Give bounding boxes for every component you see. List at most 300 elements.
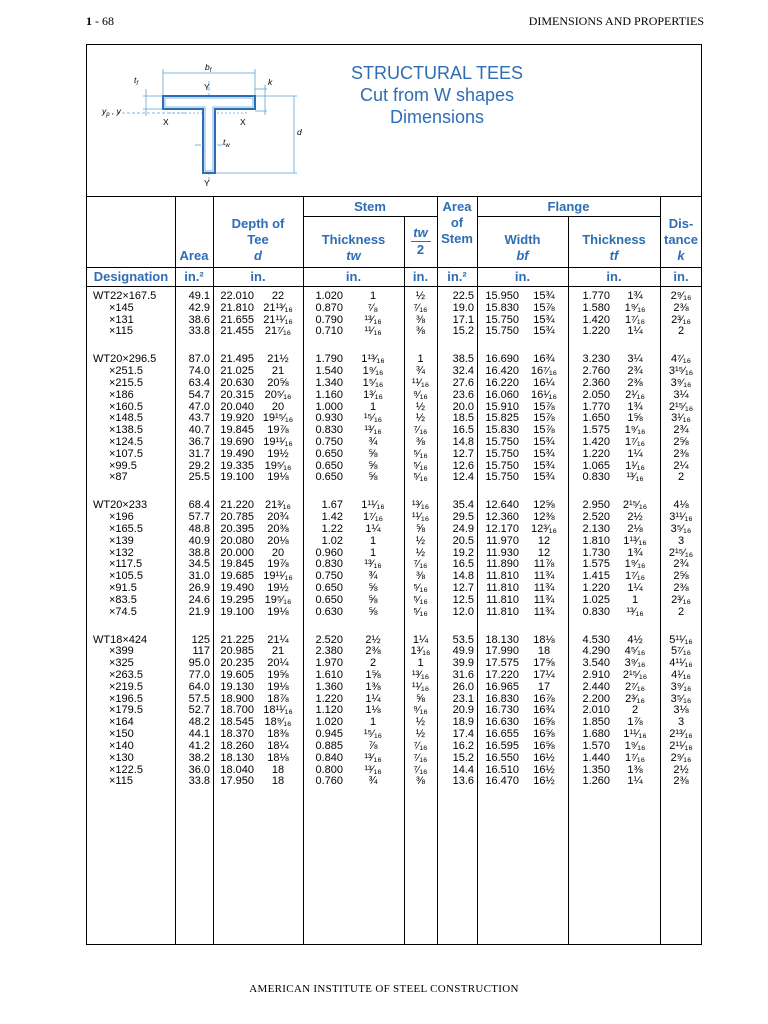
cell-tf-frac: 2 xyxy=(631,704,639,717)
cell-tw-frac: ⅝ xyxy=(368,459,378,472)
cell-d: 19.490 xyxy=(220,582,254,595)
cell-bf: 15.750 xyxy=(485,447,519,460)
table-row xyxy=(87,741,701,753)
cell-d-frac: 19¹¹⁄₁₆ xyxy=(263,570,293,583)
cell-des: WT18×424 xyxy=(93,633,148,646)
cell-k: 4¹¹⁄₁₆ xyxy=(669,657,693,670)
cell-tw: 0.710 xyxy=(315,325,343,338)
cell-tw-frac: ⅝ xyxy=(368,471,378,484)
cell-k: 4⁷⁄₁₆ xyxy=(670,353,692,366)
cell-astem: 22.5 xyxy=(452,290,474,302)
cell-bf: 15.950 xyxy=(485,290,519,302)
cell-bf-frac: 12³⁄₁₆ xyxy=(531,522,557,535)
cell-tf: 1.420 xyxy=(582,313,610,326)
cell-k: 2⁹⁄₁₆ xyxy=(670,751,692,764)
cell-tf-frac: 4½ xyxy=(627,633,643,646)
cell-bf: 12.360 xyxy=(485,511,519,524)
cell-tf: 1.580 xyxy=(582,301,610,314)
cell-tw-frac: 1¼ xyxy=(365,522,381,535)
cell-tf: 1.220 xyxy=(582,447,610,460)
cell-tf-frac: 1⁷⁄₁₆ xyxy=(624,313,646,326)
cell-des: ×145 xyxy=(109,301,134,314)
cell-astem: 20.0 xyxy=(452,400,474,413)
cell-des: ×160.5 xyxy=(109,400,143,413)
cell-tf: 2.910 xyxy=(582,668,610,681)
cell-bf-frac: 15⅞ xyxy=(533,412,555,425)
cell-half: ⁵⁄₁₆ xyxy=(413,447,428,460)
cell-bf-frac: 11¾ xyxy=(533,605,555,618)
cell-tw: 0.945 xyxy=(315,728,343,741)
cell-d: 20.630 xyxy=(220,376,254,389)
cell-tw-frac: 1⅝ xyxy=(365,668,381,681)
cell-tw-frac: 1³⁄₁₆ xyxy=(363,388,383,401)
cell-des: ×399 xyxy=(109,645,134,658)
cell-k: 3 xyxy=(677,534,685,547)
cell-astem: 16.5 xyxy=(452,558,474,571)
cell-area: 64.0 xyxy=(188,680,210,693)
cell-tw-frac: ⅝ xyxy=(368,582,378,595)
cell-d-frac: 18⅛ xyxy=(267,751,289,764)
col-designation: Designation xyxy=(93,269,169,284)
cell-k: 3⁵⁄₁₆ xyxy=(670,522,692,535)
cell-des: ×131 xyxy=(109,313,134,326)
cell-d-frac: 20¼ xyxy=(267,657,289,670)
cell-bf: 16.220 xyxy=(485,376,519,389)
cell-half: ⁵⁄₁₆ xyxy=(413,593,428,606)
page-number-bold: 1 xyxy=(86,14,92,28)
col-depth xyxy=(213,216,303,264)
cell-d: 19.605 xyxy=(220,668,254,681)
col-tw-half xyxy=(404,225,437,258)
cell-d-frac: 18¼ xyxy=(267,739,289,752)
cell-bf-frac: 16⅝ xyxy=(533,716,555,729)
cell-k: 2⅜ xyxy=(673,301,689,314)
cell-bf: 11.970 xyxy=(486,534,519,547)
cell-area: 95.0 xyxy=(188,657,210,670)
cell-bf-frac: 15¾ xyxy=(533,471,555,484)
cell-tw: 0.750 xyxy=(315,570,343,583)
cell-bf-frac: 16¾ xyxy=(533,353,555,366)
cell-tf: 4.530 xyxy=(582,633,610,646)
cell-astem: 19.2 xyxy=(452,546,474,559)
cell-d-frac: 19⁵⁄₁₆ xyxy=(264,593,292,606)
cell-bf: 16.060 xyxy=(485,388,519,401)
cell-astem: 14.8 xyxy=(452,570,474,583)
cell-tw: 0.650 xyxy=(315,593,343,606)
cell-bf: 17.575 xyxy=(485,657,519,670)
cell-bf: 16.655 xyxy=(485,728,519,741)
cell-bf-frac: 16⅞ xyxy=(533,692,555,705)
unit-area-stem: in.² xyxy=(447,269,467,284)
cell-tf: 1.420 xyxy=(582,436,610,449)
cell-area: 40.9 xyxy=(188,534,210,547)
cell-tw: 2.380 xyxy=(315,645,343,658)
cell-des: ×263.5 xyxy=(109,668,143,681)
cell-bf: 15.830 xyxy=(485,424,519,437)
stem-group-rule xyxy=(303,216,437,217)
cell-tf-frac: 1⅞ xyxy=(627,716,643,729)
cell-area: 40.7 xyxy=(188,424,210,437)
cell-area: 38.6 xyxy=(188,313,210,326)
cell-d-frac: 21¼ xyxy=(267,633,289,646)
cell-area: 33.8 xyxy=(188,775,210,788)
cell-bf-frac: 15¾ xyxy=(533,459,555,472)
cell-k: 2 xyxy=(677,325,685,338)
cell-d-frac: 19¹⁵⁄₁₆ xyxy=(262,412,294,425)
table-row xyxy=(87,776,701,788)
cell-tf-frac: 1⁷⁄₁₆ xyxy=(624,751,646,764)
cell-bf: 16.965 xyxy=(485,680,519,693)
cell-d: 17.950 xyxy=(220,775,254,788)
cell-bf: 15.825 xyxy=(485,412,519,425)
cell-half: ¹¹⁄₁₆ xyxy=(411,680,430,693)
cell-tw: 0.800 xyxy=(315,763,343,776)
cell-des: ×130 xyxy=(109,751,134,764)
cell-tw-frac: ¹¹⁄₁₆ xyxy=(364,325,382,338)
cell-bf-frac: 16½ xyxy=(533,751,555,764)
cell-d-frac: 22 xyxy=(271,290,285,302)
cell-bf-frac: 11¾ xyxy=(533,593,555,606)
cell-tf: 2.360 xyxy=(582,376,610,389)
cell-tf: 2.950 xyxy=(582,499,610,512)
cell-d-frac: 21¹³⁄₁₆ xyxy=(263,301,293,314)
cell-tw-frac: ⅝ xyxy=(368,447,378,460)
cell-k: 4⅛ xyxy=(673,499,689,512)
cell-bf-frac: 15¾ xyxy=(533,436,555,449)
cell-k: 2⅜ xyxy=(673,582,689,595)
cell-tw: 0.650 xyxy=(315,471,343,484)
cell-k: 2⅝ xyxy=(673,436,689,449)
cell-d-frac: 19½ xyxy=(267,447,289,460)
k-label: k xyxy=(268,77,273,87)
cell-tw: 1.610 xyxy=(315,668,343,681)
cell-d: 19.685 xyxy=(220,570,254,583)
cell-astem: 20.9 xyxy=(452,704,474,717)
cell-area: 33.8 xyxy=(188,325,210,338)
cell-d-frac: 19⅞ xyxy=(267,558,289,571)
cell-astem: 12.7 xyxy=(452,447,474,460)
cell-half: ⁹⁄₁₆ xyxy=(413,388,428,401)
cell-tf: 2.010 xyxy=(582,704,610,717)
cell-astem: 13.6 xyxy=(452,775,474,788)
cell-astem: 14.8 xyxy=(452,436,474,449)
cell-d-frac: 20 xyxy=(271,400,285,413)
col-stem-thickness-label: Thickness xyxy=(321,232,386,247)
cell-d-frac: 19⅛ xyxy=(267,605,289,618)
cell-d-frac: 21 xyxy=(271,645,285,658)
cell-d-frac: 19⅞ xyxy=(267,424,289,437)
cell-bf-frac: 12⅜ xyxy=(533,511,555,524)
cell-d: 20.315 xyxy=(220,388,254,401)
cell-bf-frac: 15¾ xyxy=(533,447,555,460)
unit-stem: in. xyxy=(345,269,362,284)
cell-tf: 0.830 xyxy=(582,605,610,618)
cell-bf-frac: 17⅝ xyxy=(533,657,555,670)
cell-bf: 15.750 xyxy=(485,459,519,472)
table-row xyxy=(87,607,701,619)
cell-area: 48.8 xyxy=(188,522,210,535)
cell-des: ×105.5 xyxy=(109,570,143,583)
title-line-1: STRUCTURAL TEES xyxy=(350,63,524,83)
cell-bf: 15.830 xyxy=(485,301,519,314)
cell-tf: 1.025 xyxy=(582,593,610,606)
cell-tw: 0.840 xyxy=(315,751,343,764)
cell-half: ¾ xyxy=(415,365,426,378)
table-row xyxy=(87,472,701,484)
cell-tf-frac: 1⅝ xyxy=(627,412,643,425)
y-top-label: Y xyxy=(204,82,210,92)
table-row xyxy=(87,303,701,315)
cell-bf-frac: 15¾ xyxy=(533,325,555,338)
cell-tw-frac: ⅝ xyxy=(368,605,378,618)
cell-tw: 1.540 xyxy=(315,365,343,378)
cell-astem: 23.1 xyxy=(452,692,474,705)
cell-tw-frac: ¹³⁄₁₆ xyxy=(364,313,382,326)
cell-half: ½ xyxy=(415,534,426,547)
cell-area: 31.0 xyxy=(188,570,210,583)
data-rows xyxy=(87,291,701,941)
cell-area: 29.2 xyxy=(188,459,210,472)
cell-bf: 17.220 xyxy=(485,668,519,681)
cell-bf: 15.750 xyxy=(485,325,519,338)
cell-bf-frac: 12⅝ xyxy=(533,499,555,512)
cell-area: 34.5 xyxy=(188,558,210,571)
cell-tw-frac: ¹⁵⁄₁₆ xyxy=(363,412,383,425)
cell-area: 43.7 xyxy=(188,412,210,425)
cell-tw-frac: ¹³⁄₁₆ xyxy=(364,558,382,571)
cell-bf: 15.750 xyxy=(485,436,519,449)
col-area-stem xyxy=(437,199,477,247)
cell-half: ¹¹⁄₁₆ xyxy=(411,511,430,524)
cell-area: 63.4 xyxy=(188,376,210,389)
cell-astem: 12.6 xyxy=(452,459,474,472)
cell-tw-frac: 1¼ xyxy=(365,692,381,705)
cell-d: 19.130 xyxy=(220,680,254,693)
header-top-rule xyxy=(87,196,701,197)
cell-des: ×179.5 xyxy=(109,704,143,717)
cell-tf-frac: 1⁹⁄₁₆ xyxy=(624,558,646,571)
cell-d: 20.080 xyxy=(220,534,254,547)
cell-bf: 12.170 xyxy=(485,522,519,535)
cell-tf-frac: 2⅛ xyxy=(627,522,643,535)
cell-des: ×124.5 xyxy=(109,436,143,449)
cell-des: ×325 xyxy=(109,657,134,670)
cell-k: 3⅛ xyxy=(673,704,689,717)
title-line-2: Cut from W shapes xyxy=(359,85,515,105)
cell-tw: 0.830 xyxy=(315,424,343,437)
cell-d: 21.455 xyxy=(220,325,254,338)
cell-d: 19.490 xyxy=(220,447,254,460)
cell-half: ⁵⁄₁₆ xyxy=(413,459,428,472)
cell-tf: 2.440 xyxy=(582,680,610,693)
cell-area: 31.7 xyxy=(188,447,210,460)
table-row xyxy=(87,326,701,338)
cell-tw: 1.160 xyxy=(315,388,343,401)
table-row xyxy=(87,449,701,461)
cell-bf-frac: 15⅞ xyxy=(533,400,555,413)
cell-bf-frac: 11¾ xyxy=(533,582,555,595)
cell-bf: 12.640 xyxy=(485,499,519,512)
cell-tw: 1.020 xyxy=(315,716,343,729)
cell-d: 19.100 xyxy=(220,471,254,484)
cell-astem: 24.9 xyxy=(452,522,474,535)
cell-tf-frac: 1¼ xyxy=(627,447,643,460)
cell-half: ⅜ xyxy=(415,325,426,338)
cell-area: 68.4 xyxy=(188,499,210,512)
cell-tw: 1.22 xyxy=(321,522,343,535)
cell-d-frac: 20¾ xyxy=(267,511,289,524)
cell-tw-frac: ¹³⁄₁₆ xyxy=(364,751,382,764)
cell-k: 2 xyxy=(677,605,685,618)
cell-tw: 2.520 xyxy=(315,633,343,646)
cell-tw-frac: ⅝ xyxy=(368,593,378,606)
col-depth-label: Depth of Tee xyxy=(231,216,285,247)
cell-des: ×139 xyxy=(109,534,134,547)
cell-bf: 15.750 xyxy=(485,313,519,326)
cell-tw-frac: 1⅛ xyxy=(365,704,381,717)
cell-d: 18.700 xyxy=(220,704,254,717)
cell-tf: 1.220 xyxy=(582,325,610,338)
cell-bf-frac: 15¾ xyxy=(533,313,555,326)
cell-tf: 1.220 xyxy=(582,582,610,595)
cell-d: 20.235 xyxy=(220,657,254,670)
cell-half: ⁷⁄₁₆ xyxy=(413,558,428,571)
cell-half: ⅜ xyxy=(415,775,426,788)
cell-half: ⅝ xyxy=(415,522,426,535)
page-number xyxy=(86,14,114,29)
cell-tf: 1.260 xyxy=(582,775,610,788)
cell-astem: 17.1 xyxy=(452,313,474,326)
cell-area: 26.9 xyxy=(188,582,210,595)
cell-half: ½ xyxy=(415,400,426,413)
cell-tw-frac: ¹³⁄₁₆ xyxy=(364,763,382,776)
cell-astem: 23.6 xyxy=(452,388,474,401)
cell-k: 2⁹⁄₁₆ xyxy=(670,290,692,302)
cell-astem: 26.0 xyxy=(452,680,474,693)
cell-d: 19.845 xyxy=(220,558,254,571)
table-row xyxy=(87,682,701,694)
cell-tf-frac: 1¹³⁄₁₆ xyxy=(623,534,647,547)
cell-tf-frac: 1¼ xyxy=(627,325,643,338)
cell-des: WT20×233 xyxy=(93,499,148,512)
cell-tf-frac: 1¼ xyxy=(627,582,643,595)
cell-tf-frac: 2¹⁵⁄₁₆ xyxy=(622,499,648,512)
unit-area: in.² xyxy=(184,269,204,284)
cell-d: 21.655 xyxy=(220,313,254,326)
col-distance-k: k xyxy=(677,248,685,263)
cell-k: 2¹³⁄₁₆ xyxy=(669,728,693,741)
col-stem-group: Stem xyxy=(354,199,386,214)
cell-d-frac: 18⅜ xyxy=(267,728,289,741)
cell-d-frac: 21 xyxy=(271,365,285,378)
col-depth-symbol: d xyxy=(254,248,262,263)
yp-label: $y_p$ , y xyxy=(102,106,121,118)
col-flange-thickness xyxy=(568,232,660,264)
cell-half: 1¼ xyxy=(412,633,429,646)
cell-des: ×132 xyxy=(109,546,134,559)
cell-d-frac: 20⅝ xyxy=(267,376,289,389)
unit-half: in. xyxy=(412,269,429,284)
cell-tf-frac: 2¹⁄₁₆ xyxy=(625,388,645,401)
cell-tw: 1.120 xyxy=(315,704,343,717)
cell-d: 22.010 xyxy=(220,290,254,302)
cell-tf-frac: 2¾ xyxy=(627,365,643,378)
cell-k: 2¹⁵⁄₁₆ xyxy=(668,400,694,413)
cell-bf-frac: 15⅞ xyxy=(533,301,555,314)
cell-d-frac: 18¹¹⁄₁₆ xyxy=(263,704,293,717)
cell-d-frac: 19⁵⁄₁₆ xyxy=(264,459,292,472)
cell-area: 52.7 xyxy=(188,704,210,717)
cell-des: ×74.5 xyxy=(109,605,137,618)
cell-tw-frac: ⁷⁄₈ xyxy=(367,301,379,314)
cell-k: 5¹¹⁄₁₆ xyxy=(669,633,693,646)
col-flange-thickness-label: Thickness xyxy=(582,232,646,247)
cell-tw-frac: ¾ xyxy=(368,436,378,449)
cell-area: 74.0 xyxy=(188,365,210,378)
cell-bf: 16.595 xyxy=(485,739,519,752)
units-top-rule xyxy=(87,267,701,268)
cell-bf-frac: 16⁷⁄₁₆ xyxy=(530,365,558,378)
cell-bf-frac: 16¼ xyxy=(533,376,555,389)
cell-area: 41.2 xyxy=(188,739,210,752)
cell-tw-frac: 1⁷⁄₁₆ xyxy=(362,511,384,524)
cell-tw: 0.830 xyxy=(315,558,343,571)
cell-tf-frac: 1⁷⁄₁₆ xyxy=(624,570,646,583)
cell-area: 36.0 xyxy=(188,763,210,776)
cell-d: 18.370 xyxy=(220,728,254,741)
cell-d: 18.900 xyxy=(220,692,254,705)
cell-tf: 2.520 xyxy=(582,511,610,524)
cell-tw-frac: 1¹³⁄₁₆ xyxy=(361,353,385,366)
cell-astem: 12.4 xyxy=(452,471,474,484)
cell-half: ⅝ xyxy=(415,692,426,705)
cell-bf-frac: 16¾ xyxy=(533,704,555,717)
cell-d: 18.130 xyxy=(220,751,254,764)
cell-tf-frac: 2³⁄₁₆ xyxy=(625,692,645,705)
cell-des: ×196 xyxy=(109,511,134,524)
units-bottom-rule xyxy=(87,286,701,287)
cell-tw: 0.630 xyxy=(315,605,343,618)
cell-k: 2¹¹⁄₁₆ xyxy=(669,739,693,752)
cell-area: 48.2 xyxy=(188,716,210,729)
cell-astem: 19.0 xyxy=(452,301,474,314)
cell-k: 2¼ xyxy=(673,459,689,472)
unit-fthick: in. xyxy=(606,269,622,284)
x-right-label: X xyxy=(240,117,246,127)
cell-area: 24.6 xyxy=(188,593,210,606)
cell-tf-frac: 4⁵⁄₁₆ xyxy=(624,645,646,658)
cell-half: ⁹⁄₁₆ xyxy=(413,704,428,717)
cell-tf: 1.415 xyxy=(582,570,610,583)
d-label: d xyxy=(297,127,302,137)
cell-bf: 11.930 xyxy=(486,546,519,559)
cell-d: 21.810 xyxy=(220,301,254,314)
cell-bf-frac: 16¹⁄₁₆ xyxy=(531,388,557,401)
cell-tf-frac: 1¹¹⁄₁₆ xyxy=(623,728,647,741)
cell-area: 57.7 xyxy=(188,511,210,524)
cell-tf: 1.575 xyxy=(582,558,610,571)
cell-half: ⅜ xyxy=(415,570,426,583)
cell-area: 44.1 xyxy=(188,728,210,741)
cell-tw-frac: ⅞ xyxy=(368,739,378,752)
col-distance-label: Dis- tance xyxy=(664,216,698,247)
cell-tf-frac: 1¹⁄₁₆ xyxy=(625,459,645,472)
cell-tf: 1.065 xyxy=(582,459,610,472)
cell-d-frac: 19¹¹⁄₁₆ xyxy=(263,436,293,449)
cell-des: ×196.5 xyxy=(109,692,143,705)
cell-astem: 17.4 xyxy=(452,728,474,741)
cell-des: ×87 xyxy=(109,471,128,484)
